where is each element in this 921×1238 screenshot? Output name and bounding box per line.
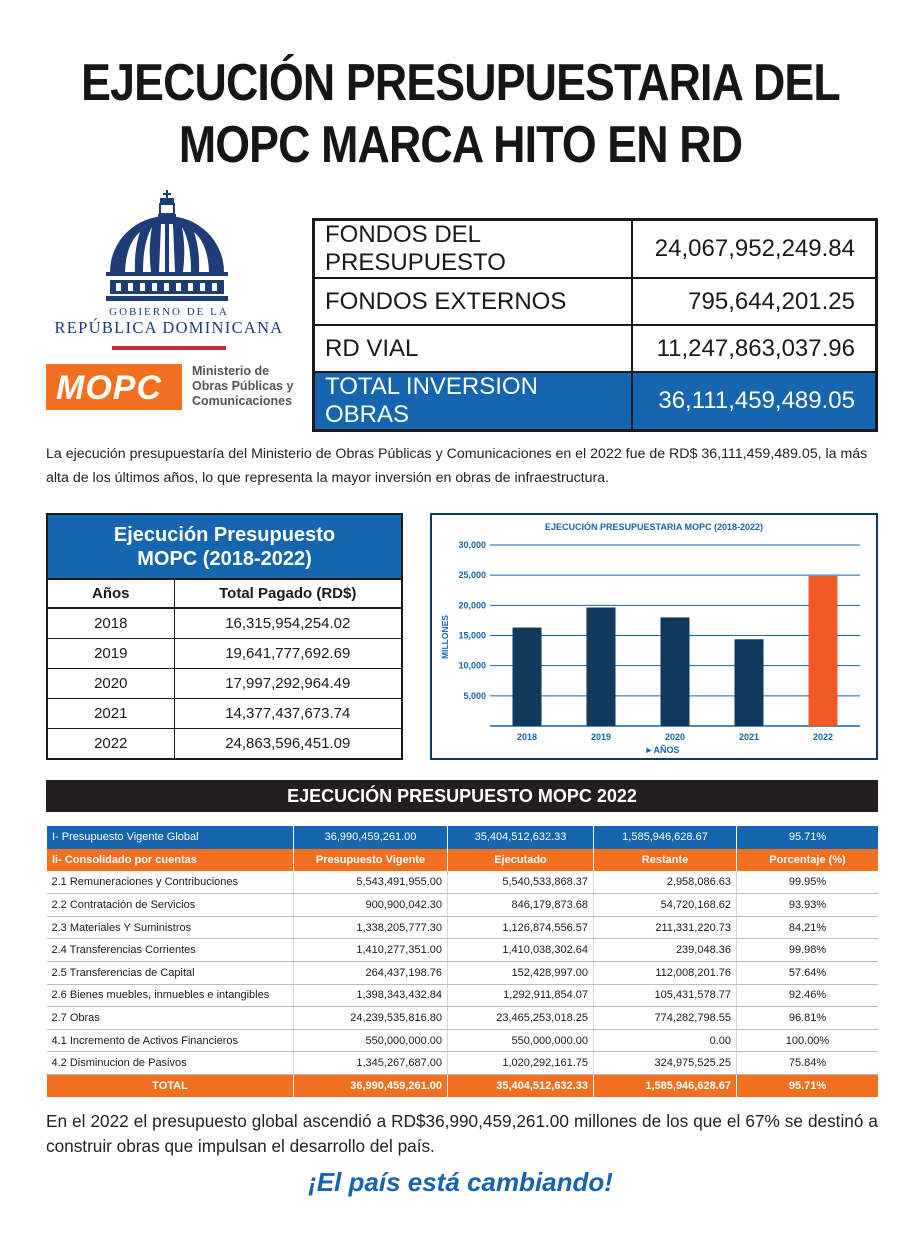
total-vigente: 36,990,459,261.00 — [294, 1075, 448, 1098]
account-ejecutado: 1,292,911,854.07 — [448, 984, 594, 1007]
history-table — [48, 578, 401, 758]
header-pct: Porcentaje (%) — [737, 849, 879, 872]
budget-header-row — [47, 849, 879, 872]
ministerio-line-2: Obras Públicas y — [192, 379, 294, 393]
chart-xtick-label: 2018 — [516, 732, 538, 742]
account-pct: 57.64% — [737, 962, 879, 985]
account-pct: 100.00% — [737, 1029, 879, 1052]
table-row — [48, 608, 401, 638]
account-pct: 92.46% — [737, 984, 879, 1007]
account-label: 2.7 Obras — [47, 1007, 294, 1030]
table-row — [47, 894, 879, 917]
total-restante: 1,585,946,628.67 — [594, 1075, 737, 1098]
ministerio-label — [192, 364, 293, 409]
chart-title: EJECUCIÓN PRESUPUESTARIA MOPC (2018-2022) — [544, 522, 764, 532]
header-vigente: Presupuesto Vigente — [294, 849, 448, 872]
funds-total-value: 36,111,459,489.05 — [632, 372, 877, 431]
account-vigente: 1,338,205,777.30 — [294, 916, 448, 939]
account-vigente: 24,239,535,816.80 — [294, 1007, 448, 1030]
funds-label: FONDOS DEL PRESUPUESTO — [314, 220, 632, 279]
chart-xtick-label: 2021 — [738, 732, 760, 742]
history-title-line-1: Ejecución Presupuesto — [113, 524, 336, 546]
funds-value: 795,644,201.25 — [632, 278, 877, 325]
header-label: Ii- Consolidado por cuentas — [47, 849, 294, 872]
account-label: 4.1 Incremento de Activos Financieros — [47, 1029, 294, 1052]
table-row — [47, 1007, 879, 1030]
funds-value: 11,247,863,037.96 — [632, 325, 877, 372]
total-label: TOTAL — [47, 1075, 294, 1098]
title-line-2: MOPC MARCA HITO EN RD — [178, 116, 743, 174]
global-budget-row — [47, 826, 879, 849]
chart-ytick-label: 10,000 — [458, 660, 486, 671]
republica-label: REPÚBLICA DOMINICANA — [54, 318, 284, 337]
account-vigente: 5,543,491,955.00 — [294, 871, 448, 894]
budget-bar-chart — [430, 513, 878, 760]
account-pct: 84.21% — [737, 916, 879, 939]
account-pct: 99.98% — [737, 939, 879, 962]
table-row — [47, 984, 879, 1007]
history-year: 2019 — [48, 638, 174, 668]
chart-xlabel: ►AÑOS — [644, 745, 680, 755]
chart-ytick-label: 20,000 — [458, 600, 486, 611]
history-col-total: Total Pagado (RD$) — [174, 579, 401, 608]
chart-bar — [513, 628, 542, 726]
account-label: 2.1 Remuneraciones y Contribuciones — [47, 871, 294, 894]
ministerio-line-1: Ministerio de — [192, 364, 270, 378]
account-vigente: 264,437,198.76 — [294, 962, 448, 985]
history-header-row — [48, 579, 401, 608]
account-ejecutado: 846,179,873.68 — [448, 894, 594, 917]
chart-xtick-label: 2020 — [664, 732, 686, 742]
account-ejecutado: 5,540,533,868.37 — [448, 871, 594, 894]
page-title — [64, 52, 856, 176]
account-pct: 75.84% — [737, 1052, 879, 1075]
account-restante: 2,958,086.63 — [594, 871, 737, 894]
account-ejecutado: 1,126,874,556.57 — [448, 916, 594, 939]
history-total: 16,315,954,254.02 — [174, 608, 401, 638]
chart-bar — [809, 576, 838, 726]
total-pct: 95.71% — [737, 1075, 879, 1098]
header-ejecutado: Ejecutado — [448, 849, 594, 872]
account-pct: 93.93% — [737, 894, 879, 917]
account-restante: 324,975,525.25 — [594, 1052, 737, 1075]
global-pct: 95.71% — [737, 826, 879, 849]
history-year: 2022 — [48, 728, 174, 758]
mopc-logo-text: MOPC — [56, 369, 162, 407]
ministerio-line-3: Comunicaciones — [192, 394, 293, 408]
history-year: 2020 — [48, 668, 174, 698]
account-ejecutado: 550,000,000.00 — [448, 1029, 594, 1052]
history-year: 2021 — [48, 698, 174, 728]
table-row — [48, 668, 401, 698]
funds-table — [312, 218, 878, 432]
account-restante: 54,720,168.62 — [594, 894, 737, 917]
chart-canvas — [432, 515, 876, 758]
history-total: 17,997,292,964.49 — [174, 668, 401, 698]
gobierno-label: GOBIERNO DE LA — [109, 306, 229, 318]
slogan: ¡El país está cambiando! — [308, 1167, 613, 1197]
funds-row — [314, 325, 877, 372]
chart-xtick-label: 2019 — [590, 732, 612, 742]
account-label: 2.2 Contratación de Servicios — [47, 894, 294, 917]
account-ejecutado: 1,410,038,302.64 — [448, 939, 594, 962]
funds-value: 24,067,952,249.84 — [632, 220, 877, 279]
history-year: 2018 — [48, 608, 174, 638]
account-label: 2.5 Transferencias de Capital — [47, 962, 294, 985]
history-col-years: Años — [48, 579, 174, 608]
global-label: I- Presupuesto Vigente Global — [47, 826, 294, 849]
account-label: 2.3 Materiales Y Suministros — [47, 916, 294, 939]
global-vigente: 36,990,459,261.00 — [294, 826, 448, 849]
flag-stripe — [112, 346, 226, 350]
account-restante: 211,331,220.73 — [594, 916, 737, 939]
chart-ytick-label: 15,000 — [458, 630, 486, 641]
table-row — [47, 1052, 879, 1075]
account-vigente: 900,900,042.30 — [294, 894, 448, 917]
account-ejecutado: 23,465,253,018.25 — [448, 1007, 594, 1030]
history-title-line-2: MOPC (2018-2022) — [137, 548, 312, 570]
funds-row — [314, 278, 877, 325]
chart-ytick-label: 25,000 — [458, 570, 486, 581]
funds-label: FONDOS EXTERNOS — [314, 278, 632, 325]
account-vigente: 1,398,343,432.84 — [294, 984, 448, 1007]
funds-label: RD VIAL — [314, 325, 632, 372]
account-restante: 239,048.36 — [594, 939, 737, 962]
account-restante: 112,008,201.76 — [594, 962, 737, 985]
global-restante: 1,585,946,628.67 — [594, 826, 737, 849]
budget-2022-table — [46, 826, 878, 1097]
account-pct: 96.81% — [737, 1007, 879, 1030]
table-row — [47, 939, 879, 962]
table-row — [48, 638, 401, 668]
total-ejecutado: 35,404,512,632.33 — [448, 1075, 594, 1098]
account-vigente: 1,410,277,351.00 — [294, 939, 448, 962]
account-ejecutado: 152,428,997.00 — [448, 962, 594, 985]
account-label: 2.6 Bienes muebles, inmuebles e intangibles — [47, 984, 294, 1007]
closing-paragraph: En el 2022 el presupuesto global ascendió a RD$36,990,459,261.00 millones de los que el 67% se destinó a construir obras que impulsan el desarrollo del país. — [46, 1111, 878, 1156]
table-row — [48, 698, 401, 728]
funds-row — [314, 220, 877, 279]
intro-paragraph: La ejecución presupuestaría del Ministerio de Obras Públicas y Comunicaciones en el 2022 fue de RD$ 36,111,459,489.05, la más alta de los últimos años, lo que representa la mayor inversión en obras de infraestructura. — [46, 446, 868, 486]
history-total: 24,863,596,451.09 — [174, 728, 401, 758]
table-row — [47, 962, 879, 985]
table-row — [47, 916, 879, 939]
budget-section-title: EJECUCIÓN PRESUPUESTO MOPC 2022 — [46, 780, 878, 812]
chart-ylabel: MILLONES — [440, 615, 450, 659]
chart-bar — [587, 607, 616, 726]
global-ejecutado: 35,404,512,632.33 — [448, 826, 594, 849]
table-row — [48, 728, 401, 758]
history-table-title — [48, 515, 401, 578]
chart-xtick-label: 2022 — [812, 732, 834, 742]
title-line-1: EJECUCIÓN PRESUPUESTARIA DEL — [81, 54, 840, 112]
chart-bar — [735, 639, 764, 726]
funds-total-row — [314, 372, 877, 431]
government-logo — [44, 188, 294, 416]
account-pct: 99.95% — [737, 871, 879, 894]
account-vigente: 550,000,000.00 — [294, 1029, 448, 1052]
history-total: 19,641,777,692.69 — [174, 638, 401, 668]
history-total: 14,377,437,673.74 — [174, 698, 401, 728]
chart-ytick-label: 30,000 — [458, 540, 486, 550]
chart-bar — [661, 617, 690, 726]
account-restante: 0.00 — [594, 1029, 737, 1052]
table-row — [47, 871, 879, 894]
capitol-dome-icon — [44, 188, 294, 306]
account-vigente: 1,345,267,687.00 — [294, 1052, 448, 1075]
chart-ytick-label: 5,000 — [463, 690, 486, 701]
header-restante: Restante — [594, 849, 737, 872]
history-table-box — [46, 513, 403, 760]
account-restante: 105,431,578.77 — [594, 984, 737, 1007]
account-ejecutado: 1,020,292,161.75 — [448, 1052, 594, 1075]
account-label: 2.4 Transferencias Corrientes — [47, 939, 294, 962]
funds-total-label: TOTAL INVERSION OBRAS — [314, 372, 632, 431]
account-label: 4.2 Disminucion de Pasivos — [47, 1052, 294, 1075]
account-restante: 774,282,798.55 — [594, 1007, 737, 1030]
table-row — [47, 1029, 879, 1052]
budget-total-row — [47, 1075, 879, 1098]
